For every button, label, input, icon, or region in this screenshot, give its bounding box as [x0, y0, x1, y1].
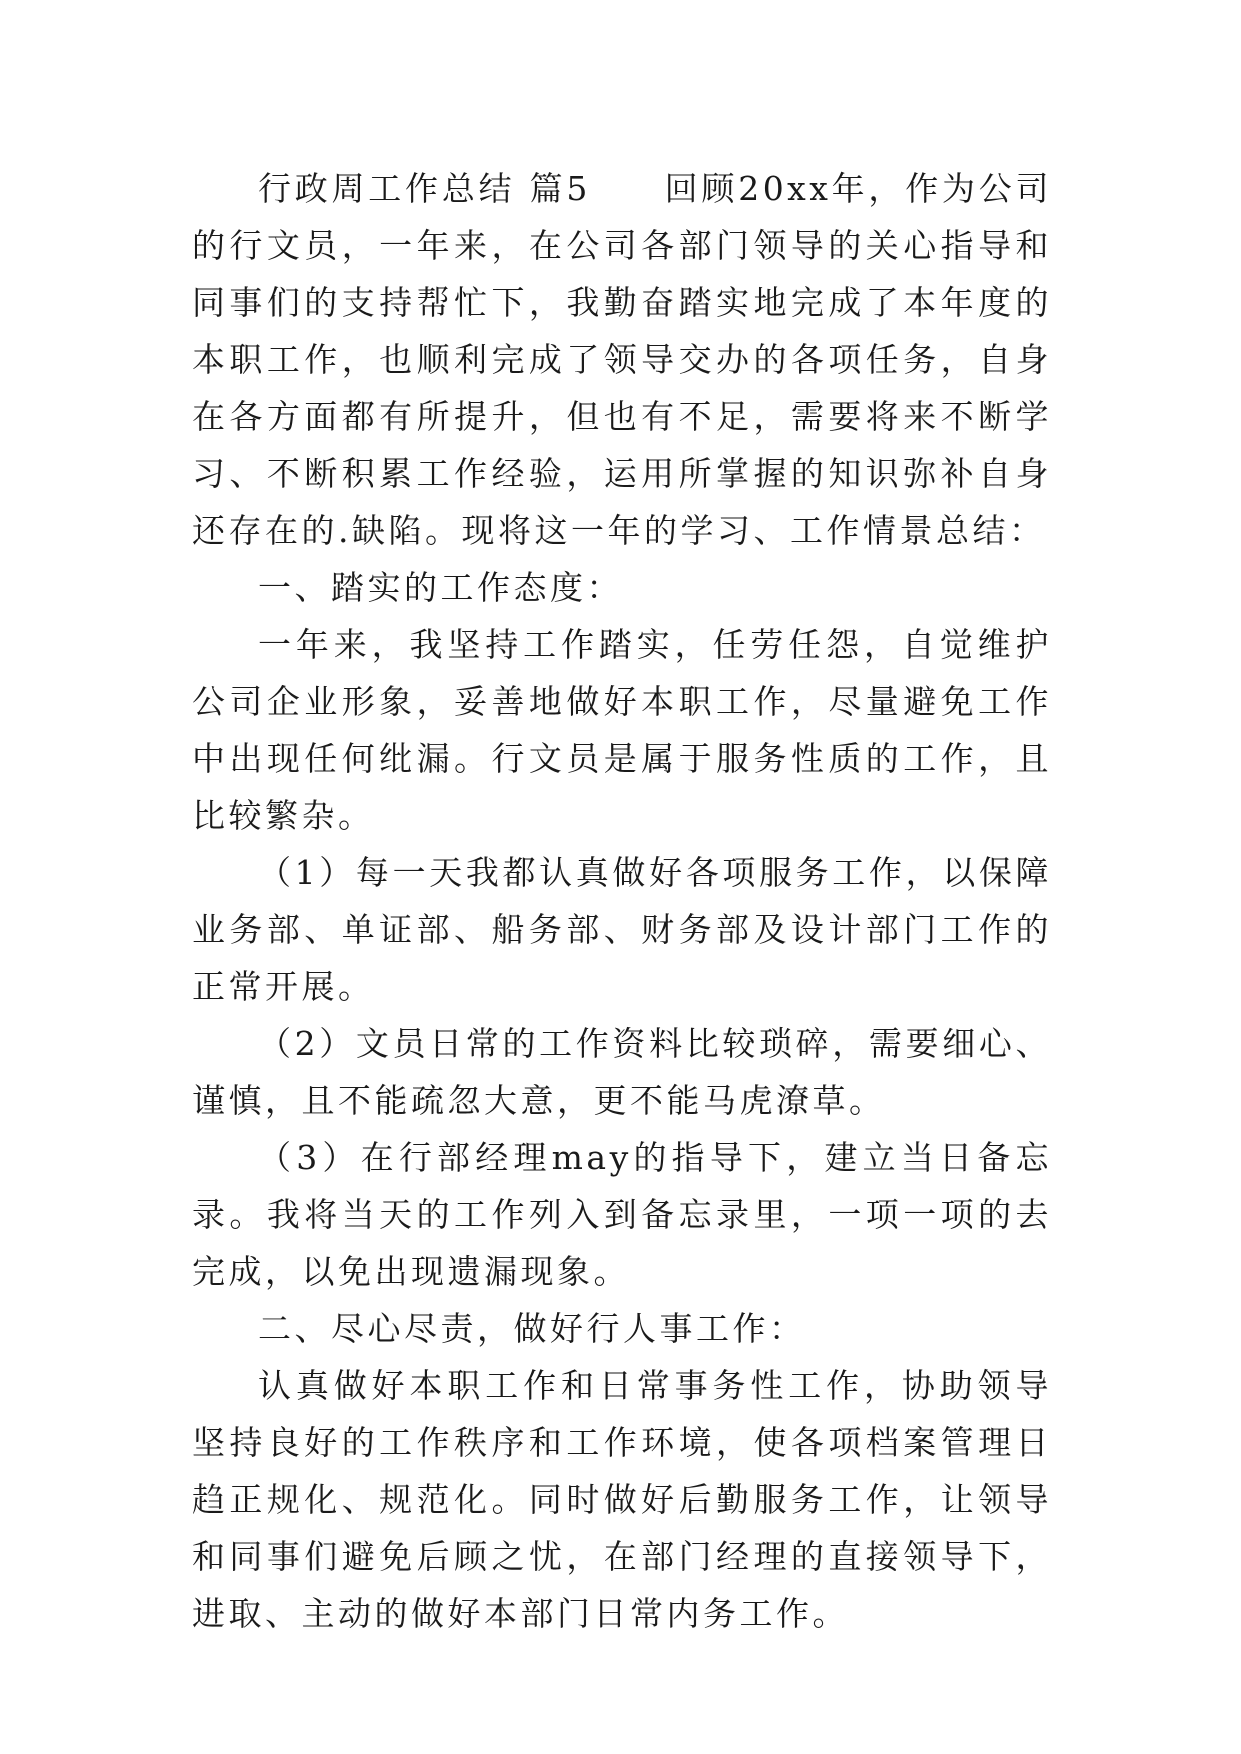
- section-heading-1: 一、踏实的工作态度：: [258, 568, 623, 607]
- list-item-2: （2）文员日常的工作资料比较琐碎，需要细心、谨慎，且不能疏忽大意，更不能马虎潦草。: [192, 1024, 1052, 1120]
- section-heading-2: 二、尽心尽责，做好行人事工作：: [258, 1309, 806, 1348]
- list-item-3: （3）在行部经理may的指导下，建立当日备忘录。我将当天的工作列入到备忘录里，一项一项的去完成，以免出现遗漏现象。: [192, 1138, 1052, 1291]
- paragraph-intro: 行政周工作总结 篇5 回顾20xx年，作为公司的行文员，一年来，在公司各部门领导的关心指导和同事们的支持帮忙下，我勤奋踏实地完成了本年度的本职工作，也顺利完成了领导交办的各项任务，自身在各方面都有所提升，但也有不足，需要将来不断学习、不断积累工作经验，运用所掌握的知识弥补自身还存在的.缺陷。现将这一年的学习、工作情景总结：: [192, 169, 1052, 550]
- paragraph-work-attitude: 一年来，我坚持工作踏实，任劳任怨，自觉维护公司企业形象，妥善地做好本职工作，尽量避免工作中出现任何纰漏。行文员是属于服务性质的工作，且比较繁杂。: [192, 625, 1052, 835]
- paragraph-duties: 认真做好本职工作和日常事务性工作，协助领导坚持良好的工作秩序和工作环境，使各项档案管理日趋正规化、规范化。同时做好后勤服务工作，让领导和同事们避免后顾之忧，在部门经理的直接领导下，进取、主动的做好本部门日常内务工作。: [192, 1366, 1052, 1633]
- list-item-1: （1）每一天我都认真做好各项服务工作，以保障业务部、单证部、船务部、财务部及设计部门工作的正常开展。: [192, 853, 1052, 1006]
- document-body: [192, 160, 1052, 1642]
